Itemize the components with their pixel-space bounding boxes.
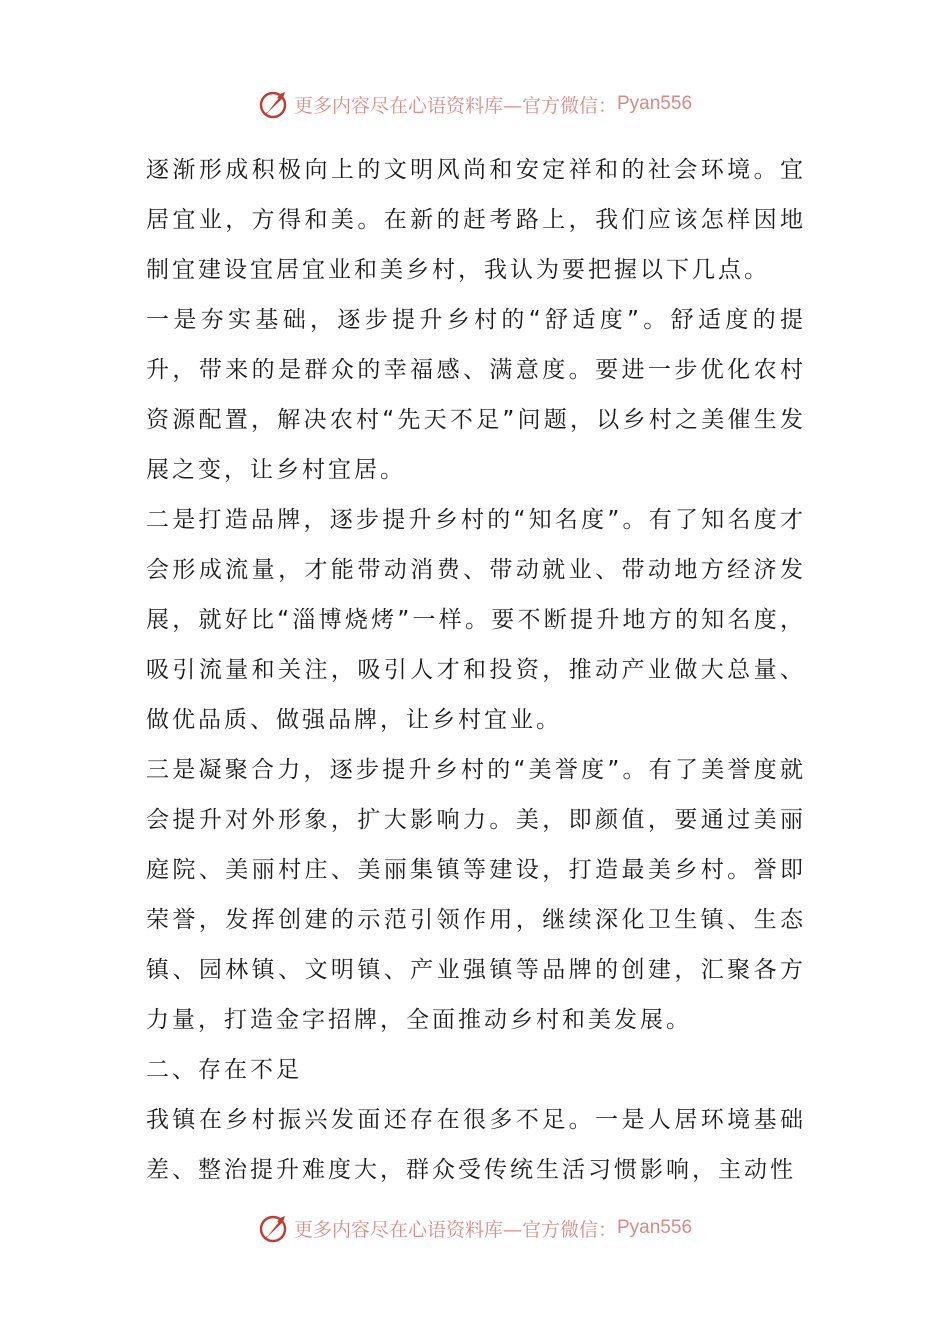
paragraph: 三是凝聚合力，逐步提升乡村的“美誉度”。有了美誉度就会提升对外形象，扩大影响力。美，即颜值，要通过美丽庭院、美丽村庄、美丽集镇等建设，打造最美乡村。誉即荣誉，发挥创建的示范引领作用，继续深化卫生镇、生态镇、园林镇、文明镇、产业强镇等品牌的创建，汇聚各方力量，打造金字招牌，全面推动乡村和美发展。 xyxy=(146,757,806,1033)
paragraph: 我镇在乡村振兴发面还存在很多不足。一是人居环境基础差、整治提升难度大，群众受传统生活习惯影响，主动性 xyxy=(146,1107,806,1183)
footer-wechat-id: Pyan556 xyxy=(617,1217,693,1238)
footer-banner xyxy=(0,1208,950,1248)
header-wechat-id: Pyan556 xyxy=(617,93,693,114)
paragraph: 二是打造品牌，逐步提升乡村的“知名度”。有了知名度才会形成流量，才能带动消费、带动就业、带动地方经济发展，就好比“淄博烧烤”一样。要不断提升地方的知名度，吸引流量和关注，吸引人才和投资，推动产业做大总量、做优品质、做强品牌，让乡村宜业。 xyxy=(146,507,806,733)
paragraph: 一是夯实基础，逐步提升乡村的“舒适度”。舒适度的提升，带来的是群众的幸福感、满意度。要进一步优化农村资源配置，解决农村“先天不足”问题，以乡村之美催生发展之变，让乡村宜居。 xyxy=(146,307,806,483)
quill-circle-logo-icon xyxy=(258,88,290,120)
paragraph: 逐渐形成积极向上的文明风尚和安定祥和的社会环境。宜居宜业，方得和美。在新的赶考路上，我们应该怎样因地制宜建设宜居宜业和美乡村，我认为要把握以下几点。 xyxy=(146,157,806,283)
header-text: 更多内容尽在心语资料库—官方微信： xyxy=(293,94,617,117)
footer-text: 更多内容尽在心语资料库—官方微信： xyxy=(293,1218,617,1241)
document-body xyxy=(146,145,806,1195)
quill-circle-logo-icon xyxy=(258,1212,290,1244)
header-banner xyxy=(0,84,950,124)
section-heading: 二、存在不足 xyxy=(146,1057,302,1083)
